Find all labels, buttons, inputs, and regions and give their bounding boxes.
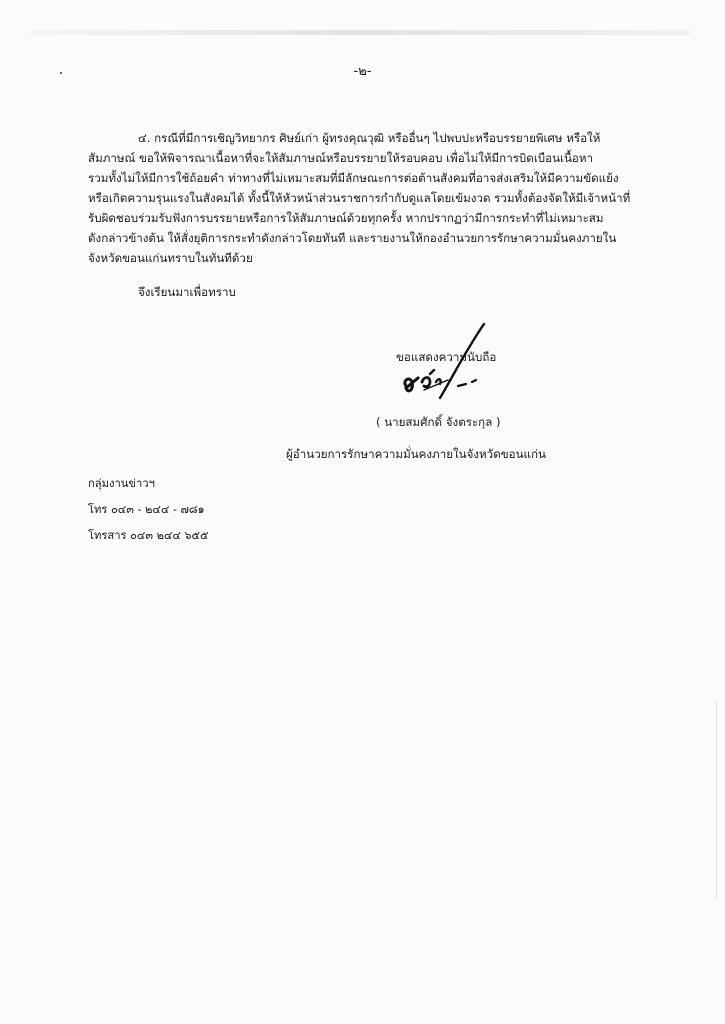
paragraph-line: หรือเกิดความรุนแรงในสังคมได้ ทั้งนี้ให้หัวหน้าส่วนราชการกำกับดูแลโดยเข้มงวด รวมทั้งต้องจัดให้มีเจ้าหน้าที่ xyxy=(88,191,631,205)
contact-block xyxy=(88,471,208,549)
regards-line: ขอแสดงความนับถือ xyxy=(396,350,497,364)
contact-phone: โทร ๐๔๓ - ๒๔๔ - ๗๘๑ xyxy=(88,503,205,516)
contact-department: กลุ่มงานข่าวฯ xyxy=(88,477,155,490)
signer-name: ( นายสมศักดิ์ จังตระกุล ) xyxy=(376,415,501,429)
paragraph-line: สัมภาษณ์ ขอให้พิจารณาเนื้อหาที่จะให้สัมภาษณ์หรือบรรยายให้รอบคอบ เพื่อไม่ให้มีการบิดเบือนเนื้อหา xyxy=(88,151,594,165)
paragraph-line: ดังกล่าวข้างต้น ให้สั่งยุติการกระทำดังกล่าวโดยทันที และรายงานให้กองอำนวยการรักษาความมั่นคงภายใน xyxy=(88,231,617,245)
contact-fax: โทรสาร ๐๔๓ ๒๔๔ ๖๕๕ xyxy=(88,529,209,542)
scan-artifact-line xyxy=(30,30,690,35)
paragraph-line: รวมทั้งไม่ให้มีการใช้ถ้อยคำ ท่าทางที่ไม่เหมาะสมที่มีลักษณะการต่อต้านสังคมที่อาจส่งเสริมให้มีความขัดแย้ง xyxy=(88,171,619,185)
signer-title: ผู้อำนวยการรักษาความมั่นคงภายในจังหวัดขอนแก่น xyxy=(286,447,546,461)
paragraph-line: ๔. กรณีที่มีการเชิญวิทยากร ศิษย์เก่า ผู้ทรงคุณวุฒิ หรืออื่นๆ ไปพบปะหรือบรรยายพิเศษ หรือให้ xyxy=(138,131,601,145)
scan-edge-shadow xyxy=(716,700,717,900)
paragraph-line: รับผิดชอบร่วมรับฟังการบรรยายหรือการให้สัมภาษณ์ด้วยทุกครั้ง หากปรากฏว่ามีการกระทำที่ไม่เหมาะสม xyxy=(88,211,604,225)
paragraph-line: จังหวัดขอนแก่นทราบในทันทีด้วย xyxy=(88,251,253,265)
page-number: -๒- xyxy=(353,64,372,79)
closing-line: จึงเรียนมาเพื่อทราบ xyxy=(138,285,236,299)
body-paragraph xyxy=(88,128,633,268)
handwritten-signature xyxy=(388,320,508,410)
